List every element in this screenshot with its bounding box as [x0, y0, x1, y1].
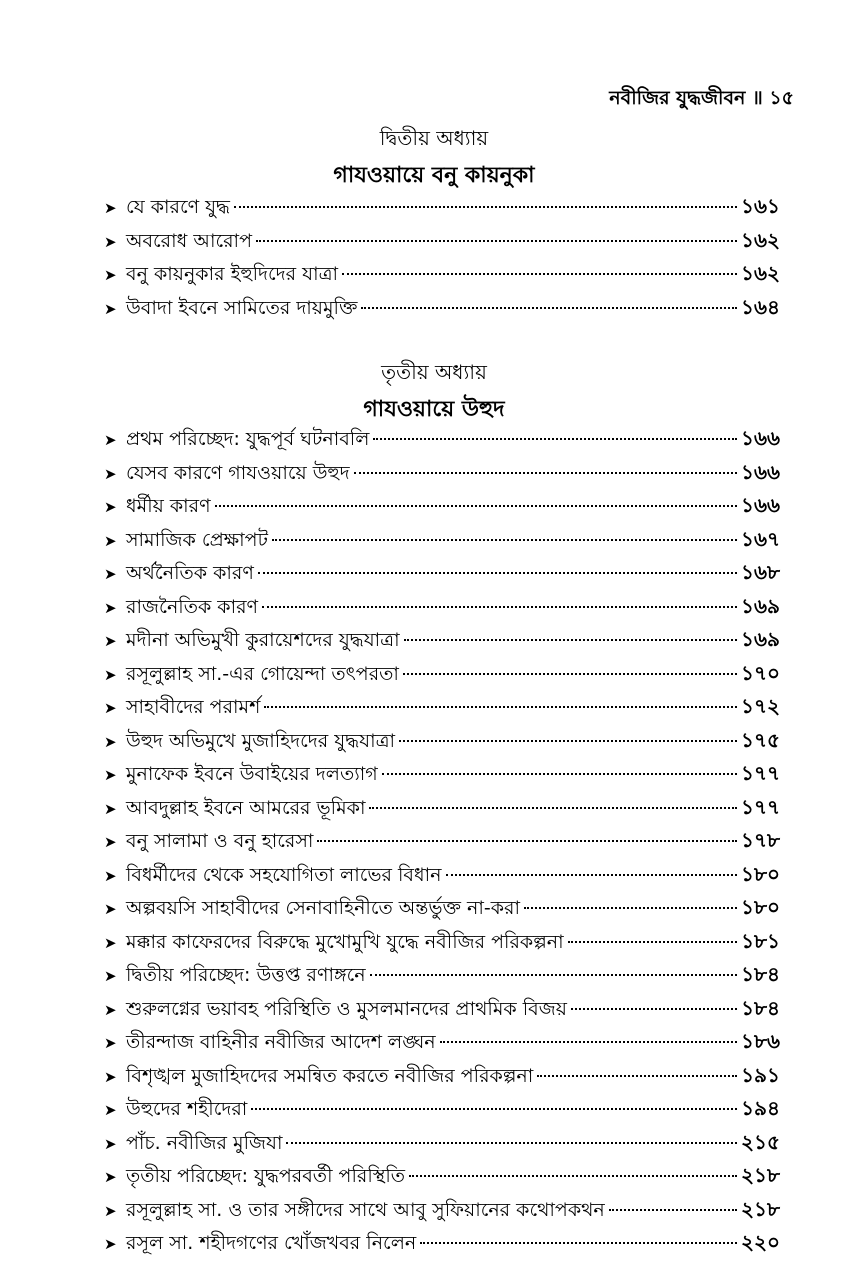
toc-entry	[104, 891, 780, 925]
toc-entry-title: উহুদ অভিমুখে মুজাহিদদের যুদ্ধযাত্রা	[126, 729, 396, 752]
dot-leader	[264, 706, 737, 708]
toc-entry-page-number: ১৭৮	[741, 828, 780, 852]
arrow-bullet-icon: ➤	[104, 199, 117, 217]
toc-entry-title: ধর্মীয় কারণ	[126, 495, 211, 517]
toc-entry	[104, 190, 780, 224]
toc-entry-page-number: ১৬৬	[741, 493, 780, 517]
dot-leader	[251, 1108, 737, 1110]
arrow-bullet-icon: ➤	[104, 1134, 117, 1153]
toc-entry-title: পাঁচ. নবীজির মুজিযা	[126, 1131, 283, 1154]
toc-entry-title: আবদুল্লাহ ইবনে আমরের ভূমিকা	[126, 796, 366, 819]
toc-entry-title: অল্পবয়সি সাহাবীদের সেনাবাহিনীতে অন্তর্ভুক্ত না-করা	[126, 897, 520, 919]
arrow-bullet-icon: ➤	[104, 1235, 117, 1253]
arrow-bullet-icon: ➤	[104, 498, 117, 516]
dot-leader	[262, 606, 737, 608]
toc-entry-page-number: ১৮০	[741, 895, 780, 919]
toc-entry-page-number: ১৬৯	[741, 593, 780, 618]
toc-entry	[104, 791, 780, 825]
arrow-bullet-icon: ➤	[104, 299, 117, 318]
toc-entry	[104, 556, 780, 590]
toc-entry	[104, 590, 780, 624]
arrow-bullet-icon: ➤	[104, 1168, 117, 1186]
toc-entry-page-number: ১৬৮	[741, 560, 780, 584]
dot-leader	[258, 572, 737, 574]
toc-entry-page-number: ২১৫	[741, 1129, 780, 1154]
toc-entry	[104, 257, 780, 291]
chapter-2-label: দ্বিতীয় অধ্যায়	[379, 126, 489, 150]
toc-entry-page-number: ১৭৭	[741, 761, 780, 785]
toc-entry-page-number: ২১৮	[741, 1196, 780, 1221]
toc-entry	[104, 824, 780, 858]
arrow-bullet-icon: ➤	[104, 967, 117, 985]
toc-entry	[104, 858, 780, 892]
toc-entry-page-number: ১৮৬	[741, 1029, 780, 1053]
toc-entry-title: মক্কার কাফেরদের বিরুদ্ধে মুখোমুখি যুদ্ধে নবীজির পরিকল্পনা	[126, 930, 564, 953]
dot-leader	[399, 740, 737, 742]
arrow-bullet-icon: ➤	[104, 699, 117, 717]
toc-entry-title: রাজনৈতিক কারণ	[126, 595, 259, 618]
arrow-bullet-icon: ➤	[104, 565, 117, 583]
toc-entry-page-number: ১৮১	[741, 928, 780, 953]
toc-entry-page-number: ১৬৬	[741, 426, 780, 450]
toc-entry-title: সাহাবীদের পরামর্শ	[126, 696, 261, 718]
dot-leader	[317, 840, 737, 842]
dot-leader	[370, 974, 738, 976]
toc-entry-page-number: ১৬২	[741, 227, 780, 252]
toc-entry	[104, 1159, 780, 1193]
toc-entry-title: বিশৃঙ্খল মুজাহিদদের সমন্বিত করতে নবীজির পরিকল্পনা	[126, 1064, 534, 1087]
toc-entry	[104, 224, 780, 258]
chapter-2-title: গাযওয়ায়ে বনু কায়নুকা	[333, 163, 535, 188]
toc-entry-page-number: ১৮০	[741, 861, 780, 886]
dot-leader	[342, 273, 737, 275]
toc-entry	[104, 724, 780, 758]
dot-leader	[286, 1142, 737, 1144]
arrow-bullet-icon: ➤	[104, 1000, 117, 1019]
toc-entry	[104, 690, 780, 724]
arrow-bullet-icon: ➤	[104, 632, 117, 650]
toc-entry-title: রসূল সা. শহীদগণের খোঁজখবর নিলেন	[126, 1232, 417, 1254]
toc-entry-page-number: ১৬৭	[741, 526, 780, 551]
toc-entry	[104, 657, 780, 691]
toc-entry-page-number: ১৭০	[741, 660, 780, 685]
dot-leader	[404, 639, 737, 641]
toc-entry-title: যে কারণে যুদ্ধ	[126, 196, 230, 218]
arrow-bullet-icon: ➤	[104, 900, 117, 918]
toc-entry-title: অর্থনৈতিক কারণ	[126, 562, 254, 584]
dot-leader	[440, 1041, 737, 1043]
toc-entry-page-number: ১৮৪	[741, 962, 780, 986]
dot-leader	[234, 206, 737, 208]
arrow-bullet-icon: ➤	[104, 766, 117, 784]
dot-leader	[369, 807, 737, 809]
toc-entry	[104, 958, 780, 992]
toc-entry	[104, 1226, 780, 1260]
chapter-3-title: গাযওয়ায়ে উহুদ	[363, 397, 505, 422]
arrow-bullet-icon: ➤	[104, 1101, 117, 1119]
toc-entry-page-number: ১৭২	[741, 694, 780, 718]
toc-entry-page-number: ১৯১	[741, 1062, 780, 1087]
running-header: নবীজির যুদ্ধজীবন ॥ ১৫	[609, 87, 794, 109]
toc-entry-page-number: ১৬৬	[741, 459, 780, 484]
toc-entry-title: রসূলুল্লাহ সা. ও তার সঙ্গীদের সাথে আবু সুফিয়ানের কথোপকথন	[126, 1198, 605, 1221]
dot-leader	[537, 1075, 737, 1077]
toc-entry-page-number: ২১৮	[741, 1163, 780, 1187]
arrow-bullet-icon: ➤	[104, 1034, 117, 1052]
toc-entry-title: বিধর্মীদের থেকে সহযোগিতা লাভের বিধান	[126, 863, 442, 886]
dot-leader	[420, 1242, 737, 1244]
arrow-bullet-icon: ➤	[104, 799, 117, 818]
toc-entry	[104, 1092, 780, 1126]
toc-entry	[104, 1193, 780, 1227]
toc-entry-title: মদীনা অভিমুখী কুরায়েশদের যুদ্ধযাত্রা	[126, 629, 400, 651]
dot-leader	[272, 539, 737, 541]
toc-entry-title: উবাদা ইবনে সামিতের দায়মুক্তি	[126, 296, 358, 319]
toc-entry-title: শুরুলগ্নের ভয়াবহ পরিস্থিতি ও মুসলমানদের প্রাথমিক বিজয়	[126, 997, 567, 1020]
toc-entry-title: প্রথম পরিচ্ছেদ: যুদ্ধপূর্ব ঘটনাবলি	[126, 428, 370, 450]
arrow-bullet-icon: ➤	[104, 464, 117, 483]
arrow-bullet-icon: ➤	[104, 598, 117, 617]
dot-leader	[354, 472, 737, 474]
toc-entry	[104, 992, 780, 1026]
dot-leader	[571, 1008, 737, 1010]
dot-leader	[403, 673, 737, 675]
toc-entry	[104, 456, 780, 490]
arrow-bullet-icon: ➤	[104, 431, 117, 449]
toc-entry-title: বনু সালামা ও বনু হারেসা	[126, 830, 314, 852]
toc-entry	[104, 1025, 780, 1059]
toc-entry-title: মুনাফেক ইবনে উবাইয়ের দলত্যাগ	[126, 763, 378, 785]
arrow-bullet-icon: ➤	[104, 531, 117, 550]
arrow-bullet-icon: ➤	[104, 732, 117, 751]
arrow-bullet-icon: ➤	[104, 665, 117, 684]
toc-entry	[104, 925, 780, 959]
toc-entry-page-number: ১৭৫	[741, 727, 780, 752]
arrow-bullet-icon: ➤	[104, 1201, 117, 1220]
chapter-3-label: তৃতীয় অধ্যায়	[381, 360, 487, 384]
arrow-bullet-icon: ➤	[104, 833, 117, 851]
toc-entry-page-number: ১৬১	[741, 194, 780, 218]
dot-leader	[373, 438, 737, 440]
toc-entry	[104, 291, 780, 325]
dot-leader	[361, 307, 737, 309]
dot-leader	[215, 505, 737, 507]
toc-entry	[104, 422, 780, 456]
toc-entry-title: অবরোধ আরোপ	[126, 229, 252, 252]
arrow-bullet-icon: ➤	[104, 232, 117, 251]
toc-entry-page-number: ১৬৯	[741, 627, 780, 651]
toc-entry-title: সামাজিক প্রেক্ষাপট	[126, 528, 268, 551]
toc-entry-page-number: ১৭৭	[741, 794, 780, 819]
toc-entry-title: বনু কায়নুকার ইহুদিদের যাত্রা	[126, 263, 339, 285]
arrow-bullet-icon: ➤	[104, 866, 117, 885]
chapter-2-entries	[104, 190, 780, 324]
toc-entry-page-number: ২২০	[740, 1230, 780, 1254]
toc-entry	[104, 757, 780, 791]
toc-entry	[104, 1059, 780, 1093]
toc-entry	[104, 1126, 780, 1160]
toc-entry-title: যেসব কারণে গাযওয়ায়ে উহুদ	[126, 461, 350, 484]
toc-entry-title: দ্বিতীয় পরিচ্ছেদ: উত্তপ্ত রণাঙ্গনে	[126, 964, 366, 986]
toc-entry	[104, 623, 780, 657]
dot-leader	[609, 1209, 737, 1211]
toc-entry	[104, 523, 780, 557]
toc-entry-title: উহুদের শহীদেরা	[126, 1098, 248, 1120]
toc-entry	[104, 489, 780, 523]
arrow-bullet-icon: ➤	[104, 933, 117, 952]
dot-leader	[382, 773, 737, 775]
toc-entry-title: রসূলুল্লাহ সা.-এর গোয়েন্দা তৎপরতা	[126, 662, 399, 685]
arrow-bullet-icon: ➤	[104, 266, 117, 284]
toc-entry-page-number: ১৬৪	[741, 294, 780, 319]
toc-entry-page-number: ১৯৪	[741, 1096, 780, 1120]
dot-leader	[568, 941, 737, 943]
dot-leader	[524, 907, 737, 909]
toc-entry-page-number: ১৮৪	[741, 995, 780, 1020]
arrow-bullet-icon: ➤	[104, 1067, 117, 1086]
toc-entry-title: তৃতীয় পরিচ্ছেদ: যুদ্ধপরবর্তী পরিস্থিতি	[126, 1165, 406, 1187]
chapter-3-entries	[104, 422, 780, 1260]
dot-leader	[409, 1175, 737, 1177]
dot-leader	[256, 240, 737, 242]
toc-entry-page-number: ১৬২	[741, 261, 780, 285]
toc-entry-title: তীরন্দাজ বাহিনীর নবীজির আদেশ লঙ্ঘন	[126, 1031, 436, 1053]
dot-leader	[446, 874, 738, 876]
